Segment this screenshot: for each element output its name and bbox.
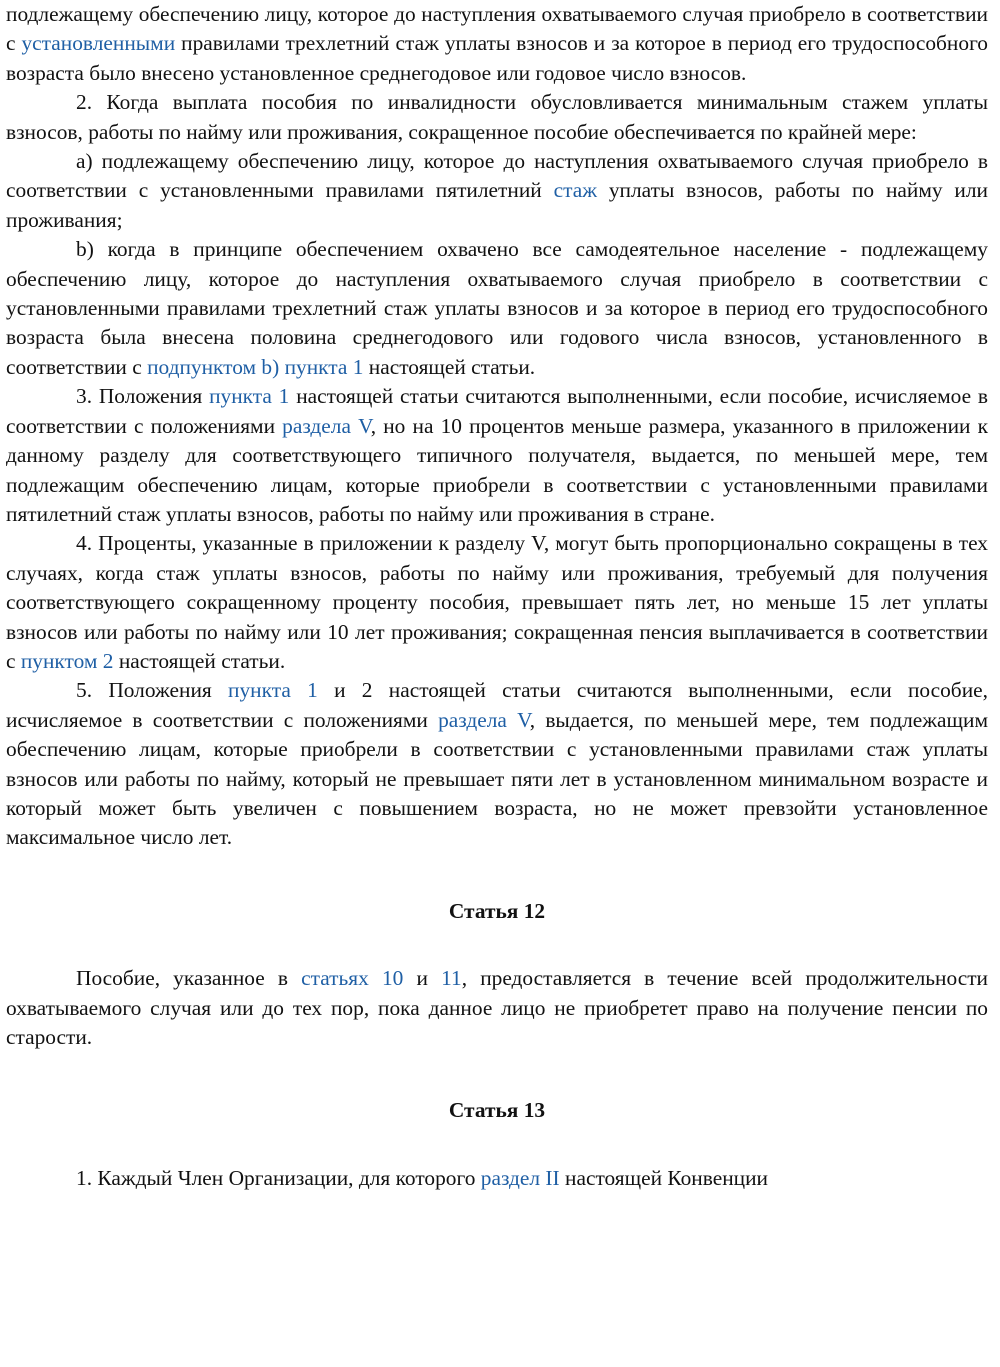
paragraph-text: настоящей статьи считаются выполненными, если пособие, исчисляемое в соответствии с положениями bbox=[6, 384, 988, 438]
paragraph-text: 5. Положения bbox=[76, 678, 229, 703]
spacer bbox=[6, 1126, 988, 1164]
paragraph-text: и bbox=[403, 966, 442, 991]
article-12-heading: Статья 12 bbox=[448, 898, 546, 923]
paragraph-text: правилами трехлетний стаж уплаты взносов и за которое в период его трудоспособного возраста было внесено установленное среднегодовое или годовое число взносов. bbox=[6, 31, 988, 85]
spacer bbox=[6, 926, 988, 964]
link-articles-10[interactable]: статьях 10 bbox=[301, 966, 404, 991]
paragraph-text: 3. Положения bbox=[76, 384, 210, 409]
link-subparagraph-b-item-1[interactable]: подпунктом b) пункта 1 bbox=[147, 354, 364, 379]
paragraph-text: , но на 10 процентов меньше размера, указанного в приложении к данному разделу для соответствующего типичного получателя, выдается, по меньшей мере, тем подлежащим обеспечению лицам, которые приобрели в соответствии с установленными правилами пятилетний стаж уплаты взносов, работы по найму или проживания в стране. bbox=[6, 413, 988, 526]
link-stazh[interactable]: стаж bbox=[553, 178, 597, 203]
link-established-rules[interactable]: установленными bbox=[21, 31, 176, 56]
paragraph-text: и 2 настоящей статьи считаются выполненными, если пособие, исчисляемое в соответствии с положениями bbox=[6, 678, 988, 732]
link-item-1[interactable]: пункта 1 bbox=[209, 384, 290, 409]
paragraph-item-5 bbox=[6, 676, 988, 852]
paragraph-text: b) когда в принципе обеспечением охвачено все самодеятельное население - подлежащему обеспечению лицу, которое до наступления охватываемого случая приобрело в соответствии с установленными правилами трехлетний стаж уплаты взносов и за которое в период его трудоспособного возраста была внесена половина среднегодового или годового числа взносов, установленного в соответствии с bbox=[6, 237, 988, 379]
article-13-paragraph bbox=[6, 1164, 988, 1193]
paragraph-text: a) подлежащему обеспечению лицу, которое до наступления охватываемого случая приобрело в соответствии с установленными правилами пятилетний bbox=[6, 149, 988, 203]
paragraph-text: 4. Проценты, указанные в приложении к разделу V, могут быть пропорционально сокращены в тех случаях, когда стаж уплаты взносов, работы по найму или проживания, требуемый для получения соответствующего сокращенному проценту пособия, превышает пять лет, но меньше 15 лет уплаты взносов или работы по найму или 10 лет проживания; сокращенная пенсия выплачивается в соответствии с bbox=[6, 531, 988, 673]
link-article-11[interactable]: 11 bbox=[441, 966, 462, 991]
paragraph-text: , предоставляется в течение всей продолжительности охватываемого случая или до тех пор, пока данное лицо не приобретет право на получение пенсии по старости. bbox=[6, 966, 988, 1049]
paragraph-text: Пособие, указанное в bbox=[76, 966, 302, 991]
paragraph-text: , выдается, по меньшей мере, тем подлежащим обеспечению лицам, которые приобрели в соответствии с установленными правилами стаж уплаты взносов или работы по найму, который не превышает пяти лет в установленном минимальном возрасте и который может быть увеличен с повышением возраста, но не может превзойти установленное максимальное число лет. bbox=[6, 707, 989, 850]
paragraph-text: настоящей статьи. bbox=[363, 354, 536, 379]
paragraph-text: уплаты взносов, работы по найму или проживания; bbox=[6, 178, 988, 232]
spacer bbox=[6, 1052, 988, 1096]
paragraph-continuation bbox=[6, 0, 988, 88]
paragraph-item-3 bbox=[6, 382, 988, 529]
paragraph-subitem-b bbox=[6, 235, 988, 382]
link-section-v[interactable]: раздела V bbox=[282, 413, 371, 438]
article-13-heading: Статья 13 bbox=[448, 1098, 546, 1123]
paragraph-text: 1. Каждый Член Организации, для которого bbox=[76, 1165, 481, 1190]
paragraph-item-4 bbox=[6, 529, 988, 676]
link-section-v[interactable]: раздела V bbox=[438, 707, 530, 732]
paragraph-text: настоящей статьи. bbox=[113, 648, 286, 673]
spacer bbox=[6, 853, 988, 897]
paragraph-text: 2. Когда выплата пособия по инвалидности обусловливается минимальным стажем уплаты взносов, работы по найму или проживания, сокращенное пособие обеспечивается по крайней мере: bbox=[6, 90, 988, 144]
paragraph-subitem-a bbox=[6, 147, 988, 235]
article-12-paragraph bbox=[6, 964, 988, 1052]
paragraph-item-2 bbox=[6, 88, 988, 147]
paragraph-text: подлежащему обеспечению лицу, которое до наступления охватываемого случая приобрело в соответствии с bbox=[6, 2, 988, 56]
link-item-2[interactable]: пунктом 2 bbox=[20, 648, 114, 673]
link-section-ii[interactable]: раздел II bbox=[480, 1165, 560, 1190]
paragraph-text: настоящей Конвенции bbox=[559, 1165, 768, 1190]
link-item-1[interactable]: пункта 1 bbox=[228, 678, 318, 703]
